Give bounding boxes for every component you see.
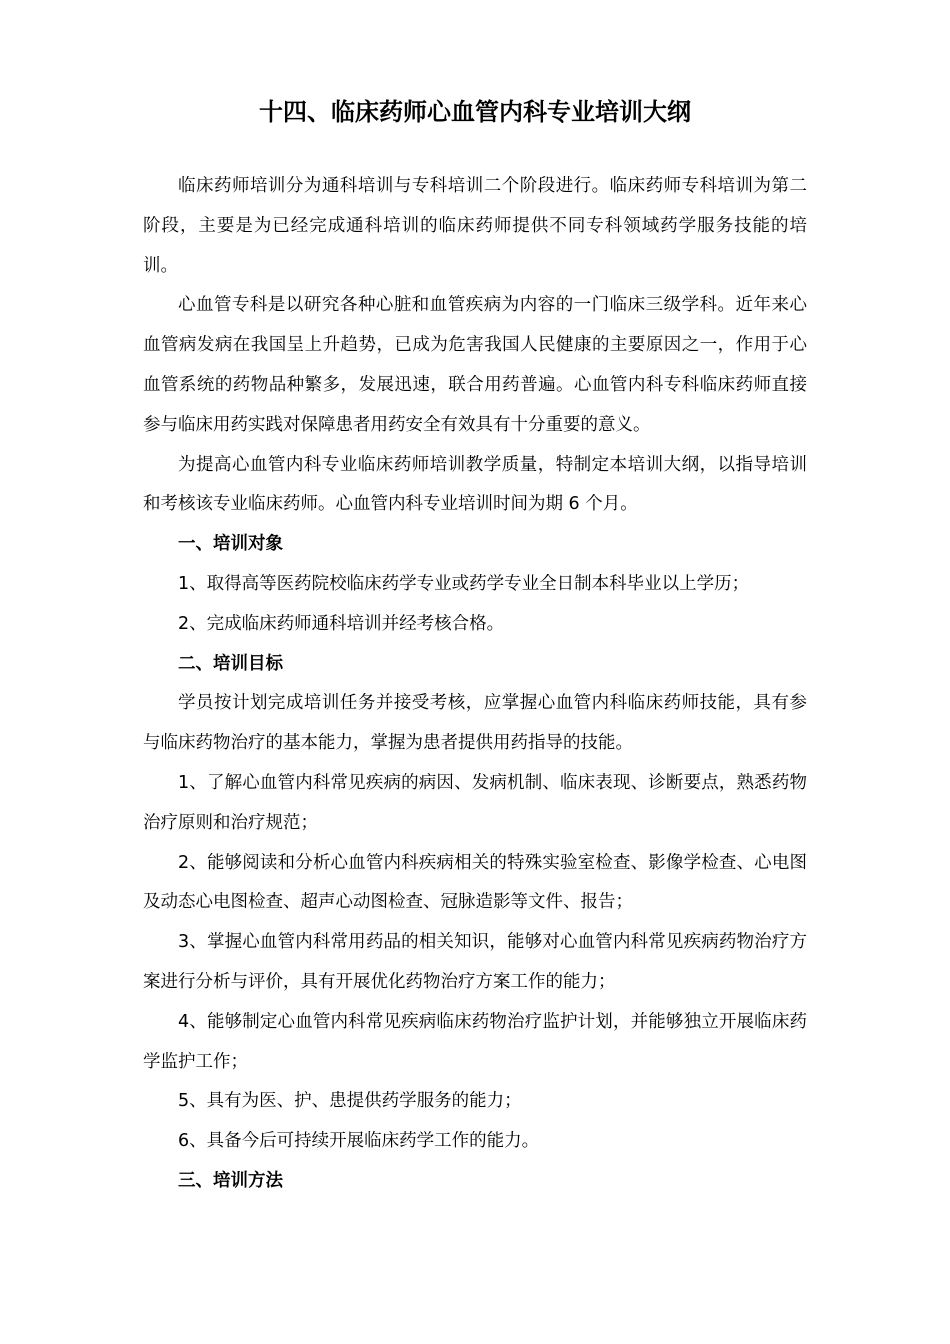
body-paragraph: 1、取得高等医药院校临床药学专业或药学专业全日制本科毕业以上学历；	[178, 573, 750, 594]
body-paragraph: 6、具备今后可持续开展临床药学工作的能力。	[178, 1131, 540, 1152]
body-paragraph: 临床药师培训分为通科培训与专科培训二个阶段进行。临床药师专科培训为第二阶段，主要是为已经完成通科培训的临床药师提供不同专科领域药学服务技能的培训。	[143, 176, 807, 276]
body-paragraph: 学员按计划完成培训任务并接受考核，应掌握心血管内科临床药师技能，具有参与临床药物治疗的基本能力，掌握为患者提供用药指导的技能。	[143, 693, 807, 754]
body-paragraph: 2、能够阅读和分析心血管内科疾病相关的特殊实验室检查、影像学检查、心电图及动态心电图检查、超声心动图检查、冠脉造影等文件、报告；	[143, 852, 807, 913]
body-paragraph: 3、掌握心血管内科常用药品的相关知识，能够对心血管内科常见疾病药物治疗方案进行分析与评价，具有开展优化药物治疗方案工作的能力；	[143, 932, 807, 992]
body-paragraph: 心血管专科是以研究各种心脏和血管疾病为内容的一门临床三级学科。近年来心血管病发病在我国呈上升趋势，已成为危害我国人民健康的主要原因之一，作用于心血管系统的药物品种繁多，发展迅速，联合用药普遍。心血管内科专科临床药师直接参与临床用药实践对保障患者用药安全有效具有十分重要的意义。	[143, 295, 807, 435]
body-paragraph: 2、完成临床药师通科培训并经考核合格。	[178, 613, 505, 634]
body-paragraph: 5、具有为医、护、患提供药学服务的能力；	[178, 1091, 522, 1112]
document-title: 十四、临床药师心血管内科专业培训大纲	[259, 98, 691, 126]
body-paragraph: 4、能够制定心血管内科常见疾病临床药物治疗监护计划，并能够独立开展临床药学监护工作；	[143, 1011, 807, 1072]
section-heading: 三、培训方法	[178, 1170, 283, 1191]
body-paragraph: 1、了解心血管内科常见疾病的病因、发病机制、临床表现、诊断要点，熟悉药物治疗原则和治疗规范；	[143, 772, 807, 833]
body-paragraph: 为提高心血管内科专业临床药师培训教学质量，特制定本培训大纲，以指导培训和考核该专业临床药师。心血管内科专业培训时间为期 6 个月。	[143, 454, 807, 515]
section-heading: 一、培训对象	[178, 534, 283, 555]
document-body	[143, 167, 807, 1202]
section-heading: 二、培训目标	[178, 653, 283, 674]
